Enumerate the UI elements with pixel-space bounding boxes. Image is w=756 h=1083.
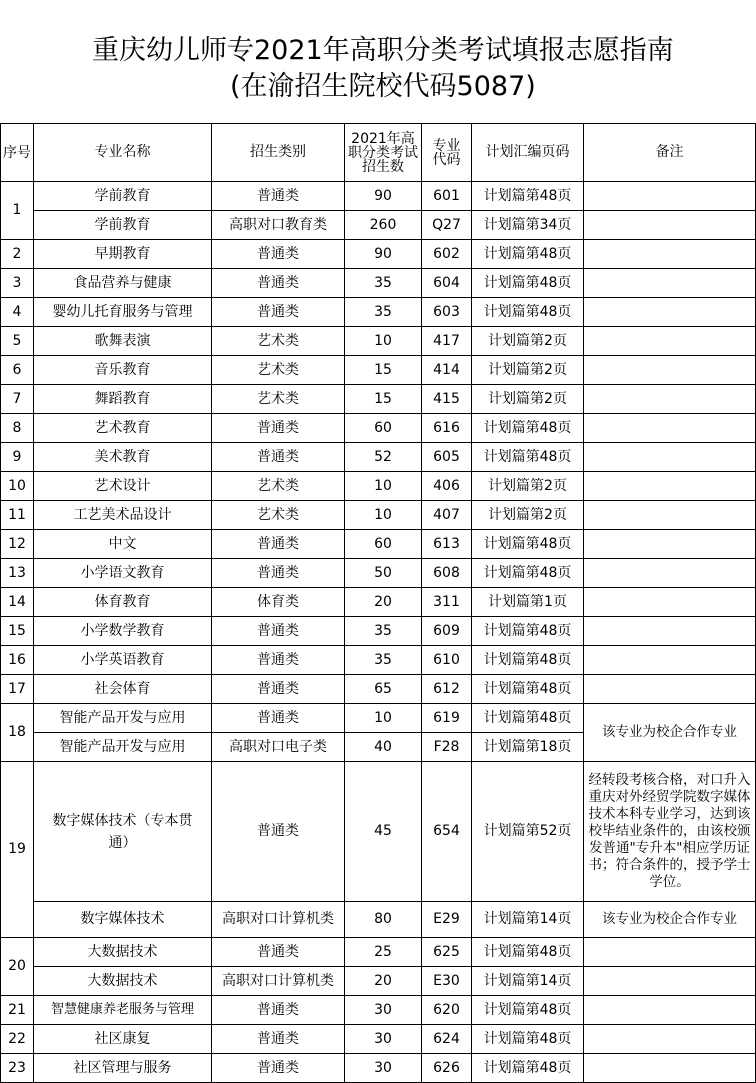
table-row <box>1 385 756 414</box>
category-cell: 高职对口计算机类 <box>212 967 345 996</box>
page-subtitle: (在渝招生院校代码5087) <box>230 71 536 102</box>
count-cell: 30 <box>345 1054 422 1083</box>
major-cell: 体育教育 <box>34 588 212 617</box>
category-cell: 普通类 <box>212 559 345 588</box>
category-cell: 普通类 <box>212 938 345 967</box>
seq-cell: 16 <box>1 646 34 675</box>
count-cell: 35 <box>345 269 422 298</box>
category-cell: 艺术类 <box>212 501 345 530</box>
count-cell: 80 <box>345 902 422 938</box>
code-cell: 654 <box>422 762 472 902</box>
category-cell: 普通类 <box>212 704 345 733</box>
page-cell: 计划篇第2页 <box>472 356 584 385</box>
page-cell: 计划篇第48页 <box>472 675 584 704</box>
table-row <box>1 588 756 617</box>
seq-cell: 9 <box>1 443 34 472</box>
note-cell <box>584 414 756 443</box>
header-seq: 序号 <box>1 124 34 182</box>
header-note: 备注 <box>584 124 756 182</box>
category-cell: 普通类 <box>212 298 345 327</box>
code-cell: 620 <box>422 996 472 1025</box>
page-cell: 计划篇第48页 <box>472 298 584 327</box>
table-row <box>1 240 756 269</box>
note-cell: 该专业为校企合作专业 <box>584 902 756 938</box>
table-row <box>1 675 756 704</box>
category-cell: 普通类 <box>212 762 345 902</box>
note-cell <box>584 182 756 211</box>
admission-table <box>0 123 756 1083</box>
code-cell: 625 <box>422 938 472 967</box>
table-row <box>1 704 756 733</box>
category-cell: 普通类 <box>212 675 345 704</box>
note-cell <box>584 327 756 356</box>
seq-cell: 4 <box>1 298 34 327</box>
count-cell: 10 <box>345 327 422 356</box>
table-row <box>1 269 756 298</box>
header-page: 计划汇编页码 <box>472 124 584 182</box>
seq-cell: 6 <box>1 356 34 385</box>
seq-cell: 14 <box>1 588 34 617</box>
note-cell <box>584 967 756 996</box>
page-cell: 计划篇第48页 <box>472 269 584 298</box>
category-cell: 艺术类 <box>212 327 345 356</box>
seq-cell: 10 <box>1 472 34 501</box>
seq-cell: 5 <box>1 327 34 356</box>
table-row <box>1 1025 756 1054</box>
code-cell: 603 <box>422 298 472 327</box>
page-title: 重庆幼儿师专2021年高职分类考试填报志愿指南 <box>92 35 674 66</box>
table-row <box>1 617 756 646</box>
table-row <box>1 327 756 356</box>
count-cell: 10 <box>345 501 422 530</box>
seq-cell: 8 <box>1 414 34 443</box>
page-cell: 计划篇第48页 <box>472 646 584 675</box>
code-cell: 612 <box>422 675 472 704</box>
count-cell: 90 <box>345 182 422 211</box>
code-cell: 407 <box>422 501 472 530</box>
major-cell: 学前教育 <box>34 182 212 211</box>
count-cell: 65 <box>345 675 422 704</box>
count-cell: 35 <box>345 646 422 675</box>
table-row <box>1 938 756 967</box>
note-cell <box>584 996 756 1025</box>
page-cell: 计划篇第48页 <box>472 530 584 559</box>
page-cell: 计划篇第52页 <box>472 762 584 902</box>
page-cell: 计划篇第48页 <box>472 559 584 588</box>
category-cell: 普通类 <box>212 1025 345 1054</box>
table-row <box>1 182 756 211</box>
code-cell: 626 <box>422 1054 472 1083</box>
seq-cell: 11 <box>1 501 34 530</box>
page-cell: 计划篇第48页 <box>472 617 584 646</box>
page-cell: 计划篇第48页 <box>472 240 584 269</box>
page-cell: 计划篇第2页 <box>472 385 584 414</box>
table-header-row <box>1 124 756 182</box>
page-cell: 计划篇第18页 <box>472 733 584 762</box>
table-row <box>1 967 756 996</box>
note-cell <box>584 211 756 240</box>
major-cell: 舞蹈教育 <box>34 385 212 414</box>
code-cell: E29 <box>422 902 472 938</box>
major-cell: 早期教育 <box>34 240 212 269</box>
category-cell: 高职对口计算机类 <box>212 902 345 938</box>
count-cell: 30 <box>345 996 422 1025</box>
major-cell: 工艺美术品设计 <box>34 501 212 530</box>
title-block <box>0 0 756 123</box>
note-cell <box>584 1025 756 1054</box>
major-cell: 艺术设计 <box>34 472 212 501</box>
code-cell: 311 <box>422 588 472 617</box>
category-cell: 普通类 <box>212 1054 345 1083</box>
major-cell: 社会体育 <box>34 675 212 704</box>
table-row <box>1 298 756 327</box>
note-cell <box>584 617 756 646</box>
count-cell: 50 <box>345 559 422 588</box>
header-count: 2021年高职分类考试招生数 <box>345 124 422 182</box>
page-cell: 计划篇第2页 <box>472 327 584 356</box>
code-cell: 613 <box>422 530 472 559</box>
page-cell: 计划篇第48页 <box>472 414 584 443</box>
seq-cell: 20 <box>1 938 34 996</box>
note-cell <box>584 938 756 967</box>
count-cell: 10 <box>345 704 422 733</box>
seq-cell: 22 <box>1 1025 34 1054</box>
code-cell: 415 <box>422 385 472 414</box>
seq-cell: 1 <box>1 182 34 240</box>
seq-cell: 19 <box>1 762 34 938</box>
note-cell <box>584 530 756 559</box>
major-cell: 食品营养与健康 <box>34 269 212 298</box>
code-cell: F28 <box>422 733 472 762</box>
code-cell: 624 <box>422 1025 472 1054</box>
table-row <box>1 559 756 588</box>
category-cell: 普通类 <box>212 646 345 675</box>
note-cell <box>584 646 756 675</box>
page-cell: 计划篇第1页 <box>472 588 584 617</box>
seq-cell: 12 <box>1 530 34 559</box>
category-cell: 普通类 <box>212 443 345 472</box>
count-cell: 40 <box>345 733 422 762</box>
page-cell: 计划篇第48页 <box>472 996 584 1025</box>
header-code: 专业代码 <box>422 124 472 182</box>
category-cell: 高职对口教育类 <box>212 211 345 240</box>
seq-cell: 17 <box>1 675 34 704</box>
count-cell: 260 <box>345 211 422 240</box>
code-cell: 414 <box>422 356 472 385</box>
note-cell <box>584 588 756 617</box>
page-cell: 计划篇第2页 <box>472 501 584 530</box>
note-cell <box>584 240 756 269</box>
note-cell <box>584 559 756 588</box>
major-cell: 艺术教育 <box>34 414 212 443</box>
table-row <box>1 996 756 1025</box>
table-row <box>1 530 756 559</box>
page-cell: 计划篇第48页 <box>472 938 584 967</box>
major-cell: 中文 <box>34 530 212 559</box>
major-cell: 数字媒体技术（专本贯通） <box>34 762 212 902</box>
count-cell: 10 <box>345 472 422 501</box>
major-cell: 智能产品开发与应用 <box>34 733 212 762</box>
header-major: 专业名称 <box>34 124 212 182</box>
major-cell: 智能产品开发与应用 <box>34 704 212 733</box>
code-cell: 610 <box>422 646 472 675</box>
code-cell: 608 <box>422 559 472 588</box>
code-cell: 609 <box>422 617 472 646</box>
count-cell: 60 <box>345 530 422 559</box>
count-cell: 90 <box>345 240 422 269</box>
page-cell: 计划篇第14页 <box>472 902 584 938</box>
major-cell: 智慧健康养老服务与管理 <box>34 996 212 1025</box>
page-cell: 计划篇第2页 <box>472 472 584 501</box>
table-row <box>1 211 756 240</box>
category-cell: 艺术类 <box>212 472 345 501</box>
table-row <box>1 1054 756 1083</box>
table-row <box>1 902 756 938</box>
major-cell: 美术教育 <box>34 443 212 472</box>
count-cell: 20 <box>345 588 422 617</box>
major-cell: 社区康复 <box>34 1025 212 1054</box>
table-row <box>1 472 756 501</box>
seq-cell: 13 <box>1 559 34 588</box>
code-cell: 406 <box>422 472 472 501</box>
code-cell: 602 <box>422 240 472 269</box>
table-row <box>1 356 756 385</box>
page-cell: 计划篇第48页 <box>472 1025 584 1054</box>
major-cell: 小学数学教育 <box>34 617 212 646</box>
code-cell: Q27 <box>422 211 472 240</box>
count-cell: 45 <box>345 762 422 902</box>
seq-cell: 15 <box>1 617 34 646</box>
note-cell: 该专业为校企合作专业 <box>584 704 756 762</box>
table-row <box>1 443 756 472</box>
page-cell: 计划篇第48页 <box>472 1054 584 1083</box>
count-cell: 52 <box>345 443 422 472</box>
note-cell <box>584 675 756 704</box>
page-cell: 计划篇第14页 <box>472 967 584 996</box>
count-cell: 35 <box>345 298 422 327</box>
code-cell: 619 <box>422 704 472 733</box>
seq-cell: 21 <box>1 996 34 1025</box>
count-cell: 30 <box>345 1025 422 1054</box>
major-cell: 数字媒体技术 <box>34 902 212 938</box>
table-row <box>1 414 756 443</box>
major-cell: 小学英语教育 <box>34 646 212 675</box>
count-cell: 25 <box>345 938 422 967</box>
note-cell <box>584 501 756 530</box>
category-cell: 高职对口电子类 <box>212 733 345 762</box>
major-cell: 歌舞表演 <box>34 327 212 356</box>
category-cell: 普通类 <box>212 617 345 646</box>
code-cell: 605 <box>422 443 472 472</box>
category-cell: 艺术类 <box>212 356 345 385</box>
note-cell <box>584 298 756 327</box>
category-cell: 普通类 <box>212 530 345 559</box>
page-cell: 计划篇第48页 <box>472 704 584 733</box>
category-cell: 普通类 <box>212 414 345 443</box>
seq-cell: 23 <box>1 1054 34 1083</box>
header-category: 招生类别 <box>212 124 345 182</box>
category-cell: 体育类 <box>212 588 345 617</box>
seq-cell: 3 <box>1 269 34 298</box>
category-cell: 普通类 <box>212 269 345 298</box>
table-row <box>1 646 756 675</box>
count-cell: 60 <box>345 414 422 443</box>
note-cell <box>584 385 756 414</box>
page-cell: 计划篇第48页 <box>472 182 584 211</box>
code-cell: 417 <box>422 327 472 356</box>
category-cell: 艺术类 <box>212 385 345 414</box>
table-row <box>1 762 756 902</box>
code-cell: 616 <box>422 414 472 443</box>
code-cell: 601 <box>422 182 472 211</box>
note-cell: 经转段考核合格，对口升入重庆对外经贸学院数字媒体技术本科专业学习，达到该校毕结业条件的，由该校颁发普通"专升本"相应学历证书；符合条件的，授予学士学位。 <box>584 762 756 902</box>
note-cell <box>584 443 756 472</box>
category-cell: 普通类 <box>212 240 345 269</box>
code-cell: 604 <box>422 269 472 298</box>
note-cell <box>584 269 756 298</box>
category-cell: 普通类 <box>212 182 345 211</box>
seq-cell: 7 <box>1 385 34 414</box>
major-cell: 大数据技术 <box>34 967 212 996</box>
note-cell <box>584 472 756 501</box>
major-cell: 社区管理与服务 <box>34 1054 212 1083</box>
major-cell: 小学语文教育 <box>34 559 212 588</box>
page-cell: 计划篇第48页 <box>472 443 584 472</box>
major-cell: 音乐教育 <box>34 356 212 385</box>
category-cell: 普通类 <box>212 996 345 1025</box>
seq-cell: 18 <box>1 704 34 762</box>
count-cell: 15 <box>345 356 422 385</box>
code-cell: E30 <box>422 967 472 996</box>
count-cell: 20 <box>345 967 422 996</box>
major-cell: 大数据技术 <box>34 938 212 967</box>
major-cell: 学前教育 <box>34 211 212 240</box>
major-cell: 婴幼儿托育服务与管理 <box>34 298 212 327</box>
note-cell <box>584 356 756 385</box>
note-cell <box>584 1054 756 1083</box>
page-cell: 计划篇第34页 <box>472 211 584 240</box>
table-row <box>1 501 756 530</box>
count-cell: 15 <box>345 385 422 414</box>
count-cell: 35 <box>345 617 422 646</box>
seq-cell: 2 <box>1 240 34 269</box>
